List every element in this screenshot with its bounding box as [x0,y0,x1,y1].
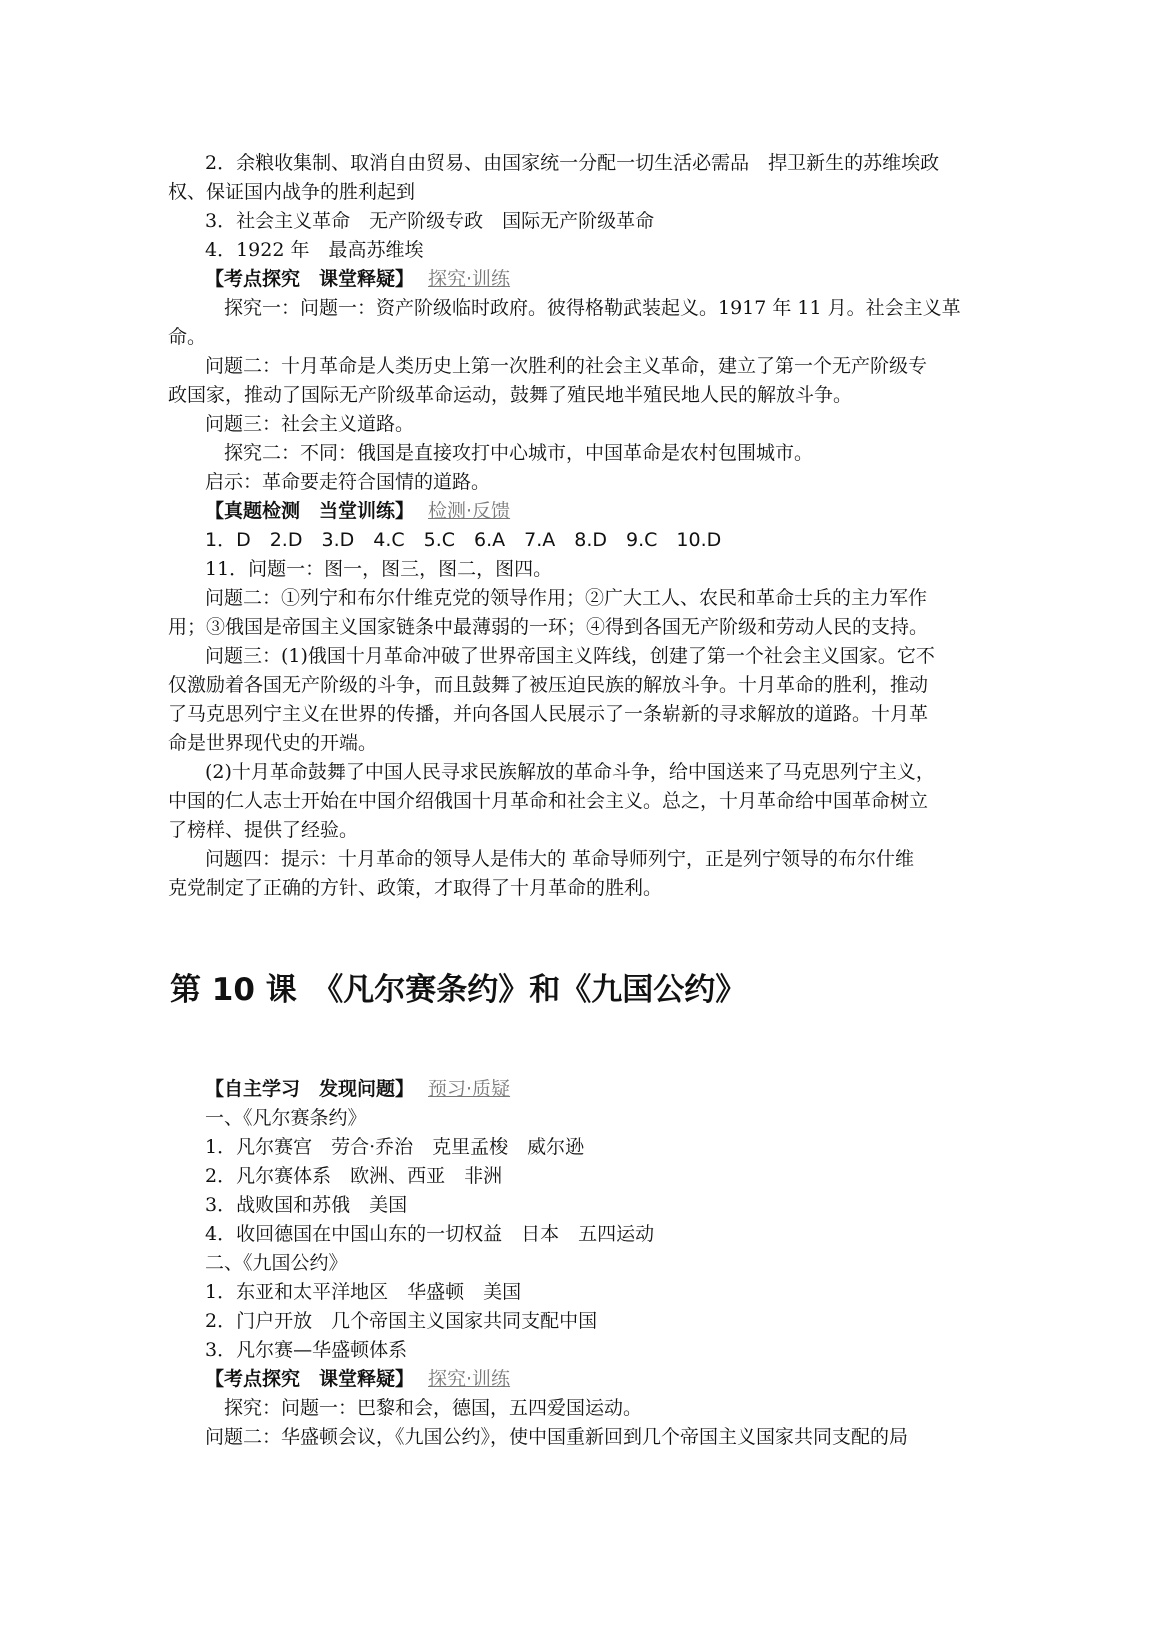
text-line: 1．凡尔赛宫 劳合·乔治 克里孟梭 威尔逊 [205,1136,585,1158]
text-line: 了马克思列宁主义在世界的传播，并向各国人民展示了一条崭新的寻求解放的道路。十月革 [168,703,929,725]
text-line: 仅激励着各国无产阶级的斗争，而且鼓舞了被压迫民族的解放斗争。十月革命的胜利，推动 [168,674,929,696]
text-line: 2．余粮收集制、取消自由贸易、由国家统一分配一切生活必需品 捍卫新生的苏维埃政 [205,152,940,174]
text-line: 探究二：不同：俄国是直接攻打中心城市，中国革命是农村包围城市。 [224,442,814,464]
section-title: 【考点探究 课堂释疑】 [205,1368,415,1390]
text-line: 命。 [168,326,207,348]
text-line: 2．门户开放 几个帝国主义国家共同支配中国 [205,1310,598,1332]
section-title: 【真题检测 当堂训练】 [205,500,415,522]
text-line: 问题二：十月革命是人类历史上第一次胜利的社会主义革命，建立了第一个无产阶级专 [205,355,928,377]
text-line: 问题二：①列宁和布尔什维克党的领导作用；②广大工人、农民和革命士兵的主力军作 [205,587,928,609]
section-title: 【考点探究 课堂释疑】 [205,268,415,290]
text-line: 11．问题一：图一，图三，图二，图四。 [205,558,553,580]
text-line: 问题三：(1)俄国十月革命冲破了世界帝国主义阵线，创建了第一个社会主义国家。它不 [205,645,935,667]
text-line: 1．东亚和太平洋地区 华盛顿 美国 [205,1281,522,1303]
text-line: 命是世界现代史的开端。 [168,732,378,754]
text-line: 权、保证国内战争的胜利起到 [168,181,416,203]
section-header [205,1364,510,1394]
text-line: 克党制定了正确的方针、政策，才取得了十月革命的胜利。 [168,877,663,899]
text-line: 3．战败国和苏俄 美国 [205,1194,408,1216]
section-header [205,1074,510,1104]
subheading: 一、《凡尔赛条约》 [205,1107,367,1129]
section-link[interactable]: 探究·训练 [428,1368,511,1390]
text-line: 探究：问题一：巴黎和会，德国，五四爱国运动。 [224,1397,643,1419]
section-title: 【自主学习 发现问题】 [205,1078,415,1100]
text-line: 问题二：华盛顿会议，《九国公约》，使中国重新回到几个帝国主义国家共同支配的局 [205,1426,909,1448]
lesson-title: 第 10 课 《凡尔赛条约》和《九国公约》 [170,972,747,1008]
text-line: 2．凡尔赛体系 欧洲、西亚 非洲 [205,1165,503,1187]
text-line: 了榜样、提供了经验。 [168,819,359,841]
text-line: 政国家，推动了国际无产阶级革命运动，鼓舞了殖民地半殖民地人民的解放斗争。 [168,384,853,406]
text-line: 用；③俄国是帝国主义国家链条中最薄弱的一环；④得到各国无产阶级和劳动人民的支持。 [168,616,929,638]
text-line: 中国的仁人志士开始在中国介绍俄国十月革命和社会主义。总之，十月革命给中国革命树立 [168,790,929,812]
text-line: 问题三：社会主义道路。 [205,413,415,435]
text-line: 3．凡尔赛—华盛顿体系 [205,1339,408,1361]
text-line: (2)十月革命鼓舞了中国人民寻求民族解放的革命斗争，给中国送来了马克思列宁主义， [205,761,935,783]
section-link[interactable]: 预习·质疑 [428,1078,511,1100]
section-link[interactable]: 探究·训练 [428,268,511,290]
section-link[interactable]: 检测·反馈 [428,500,511,522]
text-line: 3．社会主义革命 无产阶级专政 国际无产阶级革命 [205,210,655,232]
text-line: 启示：革命要走符合国情的道路。 [205,471,491,493]
answer-key: 1．D 2.D 3.D 4.C 5.C 6.A 7.A 8.D 9.C 10.D [205,529,722,551]
text-line: 探究一：问题一：资产阶级临时政府。彼得格勒武装起义。1917 年 11 月。社会主义革 [224,297,961,319]
text-line: 问题四：提示：十月革命的领导人是伟大的 革命导师列宁，正是列宁领导的布尔什维 [205,848,915,870]
section-header [205,264,510,294]
subheading: 二、《九国公约》 [205,1252,348,1274]
text-line: 4．收回德国在中国山东的一切权益 日本 五四运动 [205,1223,655,1245]
section-header [205,496,510,526]
text-line: 4．1922 年 最高苏维埃 [205,239,424,261]
